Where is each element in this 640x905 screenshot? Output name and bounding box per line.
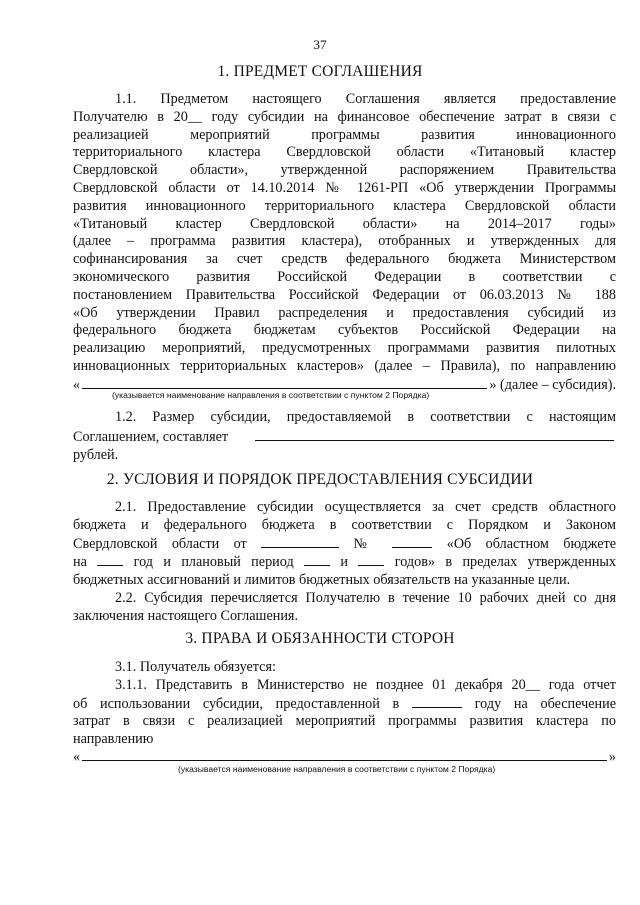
p111-line: реализацией мероприятий программы развития инновационного xyxy=(73,126,616,143)
p111-line: постановлением Правительства Российской Федерации от 06.03.2013 № 188 xyxy=(73,286,616,303)
direction-blank-2 xyxy=(82,748,607,761)
p21-line-4: на год и плановый период и годов» в пределах утвержденных xyxy=(73,554,617,571)
p311-line-1: 3.1.1. Представить в Министерство не позднее 01 декабря 20__ года отчет xyxy=(115,676,616,693)
direction-close-tail: » (далее – субсидия). xyxy=(489,377,616,393)
direction-note-2: (указывается наименование направления в соответствии с пунктом 2 Порядка) xyxy=(178,764,496,774)
p31-line: 3.1. Получатель обязуется: xyxy=(115,659,276,675)
section-3-heading: 3. ПРАВА И ОБЯЗАННОСТИ СТОРОН xyxy=(185,630,455,647)
p12-line-3: рублей. xyxy=(73,446,119,463)
p311-line-2: об использовании субсидии, предоставленной в году на обеспечение xyxy=(73,695,617,712)
paragraph-1-1 xyxy=(73,91,616,376)
p21-line-2: бюджета и федерального бюджета в соответствии с Порядком и Законом xyxy=(73,516,616,533)
p111-line: развития инновационного территориального кластера Свердловской области xyxy=(73,197,616,214)
report-year-blank xyxy=(412,695,462,708)
p111-line: реализацию мероприятий, предусмотренных программами развития пилотных xyxy=(73,340,616,357)
close-quote-2: » xyxy=(608,749,616,765)
p311-line-3: затрат в связи с реализацией мероприятий программы развития кластера по xyxy=(73,713,616,730)
open-quote-2: « xyxy=(73,749,81,765)
section-1-heading: 1. ПРЕДМЕТ СОГЛАШЕНИЯ xyxy=(217,63,423,80)
p311-line-4: направлению xyxy=(73,731,154,748)
paragraph-1-2 xyxy=(73,409,616,464)
p111-line: «Об утверждении Правил распределения и предоставления субсидий из xyxy=(73,304,616,321)
paragraph-3-1 xyxy=(73,659,616,749)
p12-line-2: Соглашением, составляет xyxy=(73,428,229,445)
budget-year-blank xyxy=(97,553,123,566)
p111-line: Свердловской области», утвержденной распоряжением Правительства xyxy=(73,162,616,179)
p21-line-5: бюджетных ассигнований и лимитов бюджетных обязательств на указанные цели. xyxy=(73,572,571,589)
p111-line: территориального кластера Свердловской области «Титановый кластер xyxy=(73,144,616,161)
plan-year-2-blank xyxy=(358,553,384,566)
p22-line-1: 2.2. Субсидия перечисляется Получателю в течение 10 рабочих дней со дня xyxy=(115,589,616,606)
p111-line: инновационных территориальных кластеров» (далее – Правила), по направлению xyxy=(73,357,616,374)
section-2-heading: 2. УСЛОВИЯ И ПОРЯДОК ПРЕДОСТАВЛЕНИЯ СУБСИДИИ xyxy=(106,471,534,488)
p111-line: софинансирования за счет средств федерального бюджета Министерством xyxy=(73,251,616,268)
open-quote: « xyxy=(73,377,81,393)
page-number: 37 xyxy=(313,37,327,52)
direction-blank-1 xyxy=(82,376,487,389)
p111-line: 1.1. Предметом настоящего Соглашения является предоставление xyxy=(115,91,616,107)
law-number-blank xyxy=(392,535,432,548)
p12-line-1: 1.2. Размер субсидии, предоставляемой в соответствии с настоящим xyxy=(115,409,616,425)
p111-line: (далее – программа развития кластера), отобранных и утвержденных для xyxy=(73,233,616,250)
p111-line: «Титановый кластер Свердловской области» на 2014–2017 годы» xyxy=(73,215,616,232)
p111-line: экономического развития Российской Федерации в соответствии с xyxy=(73,268,616,285)
direction-note-1: (указывается наименование направления в соответствии с пунктом 2 Порядка) xyxy=(112,390,430,400)
p21-line-1: 2.1. Предоставление субсидии осуществляется за счет средств областного xyxy=(115,499,616,515)
subsidy-amount-blank xyxy=(255,428,614,441)
law-date-blank xyxy=(261,535,339,548)
p111-line: Получателю в 20__ году субсидии на финансовое обеспечение затрат в связи с xyxy=(73,108,616,125)
p111-line: федерального бюджета бюджетам субъектов Российской Федерации на xyxy=(73,322,616,339)
p111-line: Свердловской области от 14.10.2014 № 1261-РП «Об утверждении Программы xyxy=(73,179,616,196)
p21-line-3: Свердловской области от № «Об областном бюджете xyxy=(73,535,617,552)
paragraph-2-1 xyxy=(73,499,616,626)
p22-line-2: заключения настоящего Соглашения. xyxy=(73,607,299,624)
plan-year-1-blank xyxy=(304,553,330,566)
